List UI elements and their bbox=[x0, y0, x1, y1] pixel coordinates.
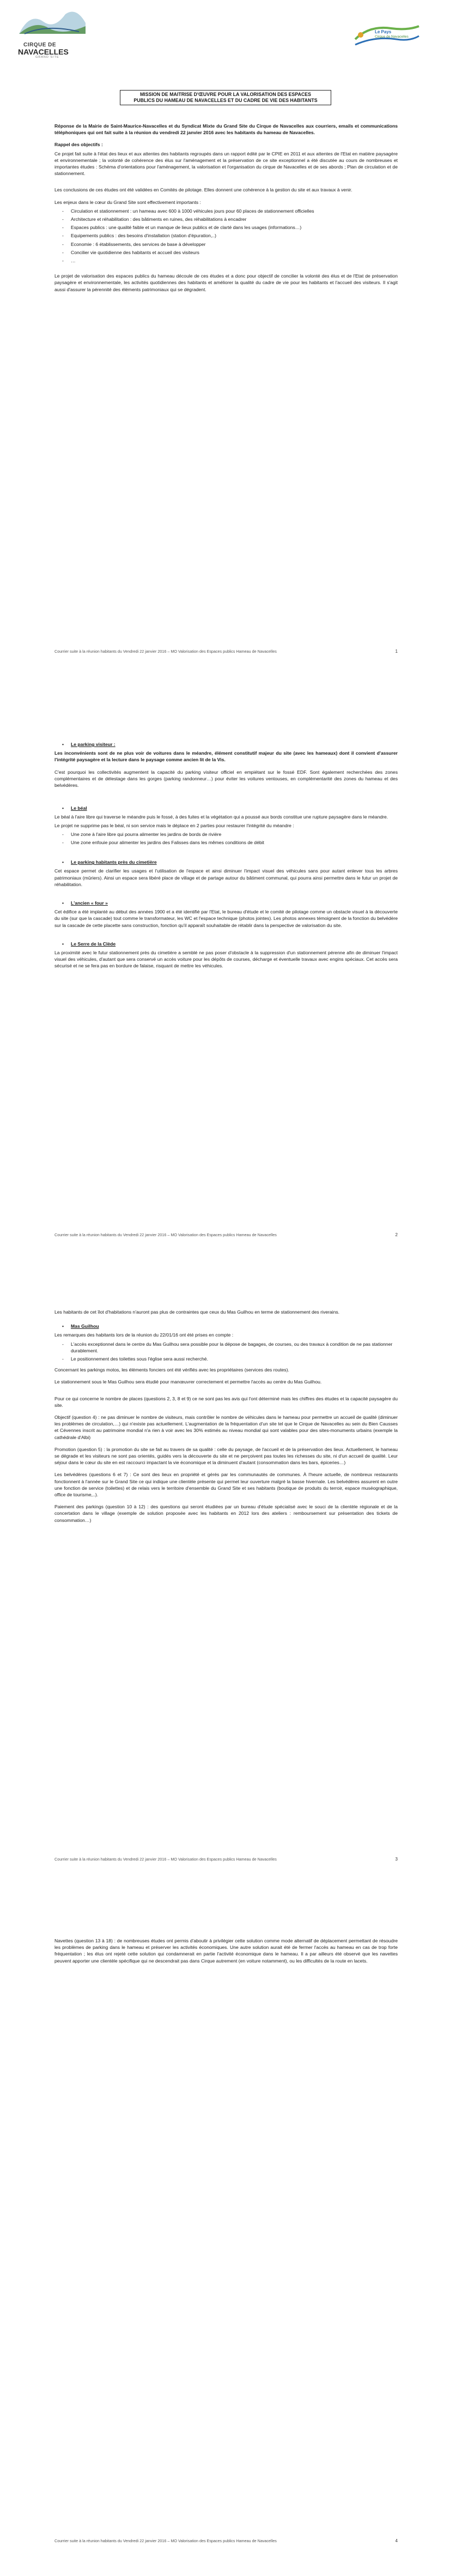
list-item: - Le positionnement des toilettes sous l'église sera aussi recherché. bbox=[54, 1356, 398, 1362]
list-item: - Espaces publics : une qualité faible et un manque de lieux publics et de clarté dans les usages (informations…) bbox=[54, 224, 398, 231]
list-item: - Architecture et réhabilitation : des bâtiments en ruines, des réhabilitations à encadrer bbox=[54, 216, 398, 222]
beal-heading: • Le béal bbox=[54, 805, 398, 811]
page-2-body bbox=[54, 733, 398, 975]
parking-visiteur-bold: Les inconvénients sont de ne plus voir de voitures dans le méandre, élément constitutif majeur du site (avec les hameaux) dont il convient d'assurer l'intégrité paysagère et la lecture dans le paysage comme ancien lit de la Vis. bbox=[54, 750, 398, 763]
pays-logo bbox=[353, 23, 421, 51]
parking-cimetiere-heading: • Le parking habitants près du cimetière bbox=[54, 859, 398, 865]
page-2 bbox=[0, 709, 450, 1279]
footer-text: Courrier suite à la réunion habitants du Vendredi 22 janvier 2016 – MO Valorisation des Espaces publics Hameau de Navacelles bbox=[54, 649, 277, 654]
page-footer bbox=[54, 649, 398, 654]
mas-text: Les remarques des habitants lors de la réunion du 22/01/16 ont été prises en compte : bbox=[54, 1332, 234, 1338]
beal-list bbox=[54, 831, 398, 846]
serre-heading: • Le Serre de la Clède bbox=[54, 941, 398, 947]
page-number: 2 bbox=[395, 1232, 398, 1237]
logo-text-line1: CIRQUE DE bbox=[23, 42, 57, 48]
rappel-paragraph: Ce projet fait suite à l'état des lieux et aux attentes des habitants regroupés dans un rapport édité par le CPIE en 2011 et aux attentes de l'Etat en matière paysagère et environnementale ; la volonté de cohérence des élus sur l'aménagement et la préservation de ce site exceptionnel a été discutée au cours de nombreuses et importantes études : Schéma d'orientations pour l'aménagement, la valorisation et l'organisation du cirque de Navacelles et de ses abords ; Plan de circulation et de stationnement. bbox=[54, 151, 398, 177]
page-1 bbox=[0, 0, 450, 703]
list-item: - L'accès exceptionnel dans le centre du Mas Guilhou sera possible pour la dépose de bagages, de courses, ou des travaux à condition de ne pas stationner durablement. bbox=[54, 1341, 398, 1354]
logo-right-line1: Le Pays bbox=[375, 29, 392, 34]
title-line-1: MISSION DE MAITRISE D'ŒUVRE POUR LA VALORISATION DES ESPACES bbox=[139, 92, 312, 97]
logo-text-line2: NAVACELLES bbox=[18, 47, 69, 56]
page-1-body bbox=[54, 123, 398, 298]
rappel-heading: Rappel des objectifs : bbox=[54, 142, 103, 148]
page-footer bbox=[54, 1232, 398, 1237]
page-3 bbox=[0, 1287, 450, 1903]
projet-paragraph: Le projet de valorisation des espaces publics du hameau découle de ces études et a donc pour objectif de concilier la volonté des élus et de l'Etat de préservation paysagère et environnementale, les activités quotidiennes des habitants et améliorer la qualité du cadre de vie pour les habitants et l'accueil des visiteurs. Il s'agit aussi d'assurer la pérennité des éléments patrimoniaux qui se dégradent. bbox=[54, 273, 398, 292]
page-4-body bbox=[54, 1937, 398, 1970]
page-footer bbox=[54, 1857, 398, 1862]
page-number: 4 bbox=[395, 2538, 398, 2543]
logo-text-line3: GRAND SITE bbox=[35, 56, 59, 59]
list-item: - Equipements publics : des besoins d'installation (station d'épuration,..) bbox=[54, 232, 398, 239]
footer-text: Courrier suite à la réunion habitants du Vendredi 22 janvier 2016 – MO Valorisation des Espaces publics Hameau de Navacelles bbox=[54, 1857, 277, 1862]
list-item: - … bbox=[54, 257, 398, 264]
cirque-navacelles-logo bbox=[14, 7, 90, 58]
mas-text-2: Concernant les parkings motos, les éléments fonciers ont été vérifiés avec les propriétaires (services des routes). bbox=[54, 1367, 289, 1373]
parking-visiteur-text: C'est pourquoi les collectivités augmentent la capacité du parking visiteur officiel en empiétant sur le fossé EDF. Sont également recherchées des zones complémentaires et de délestage dans les gorges (parking randonneur…) pour éviter les voitures ventouses, en complémentarité des zones du hameau et des belvédères. bbox=[54, 769, 398, 789]
page-number: 1 bbox=[395, 649, 398, 654]
page-footer bbox=[54, 2538, 398, 2543]
parking-cimetiere-text: Cet espace permet de clarifier les usages et l'utilisation de l'espace et ainsi diminuer l'impact visuel des véhicules sans pour autant enlever tous les arbres patrimoniaux (mûriers). Ainsi un espace sera libéré place de village et de partage autour du bâtiment communal, qui pourra ainsi permettre dans le futur un projet de réhabilitation. bbox=[54, 868, 398, 887]
footer-text: Courrier suite à la réunion habitants du Vendredi 22 janvier 2016 – MO Valorisation des Espaces publics Hameau de Navacelles bbox=[54, 2538, 277, 2543]
beal-text-2: Le projet ne supprime pas le béal, ni son service mais le déplace en 2 parties pour restaurer l'intégrité du méandre : bbox=[54, 822, 294, 828]
mas-guilhou-heading: • Mas Guilhou bbox=[54, 1323, 398, 1329]
list-item: - Concilier vie quotidienne des habitants et accueil des visiteurs bbox=[54, 249, 398, 256]
list-item: - Une zone à l'aire libre qui pourra alimenter les jardins de bords de rivière bbox=[54, 831, 398, 838]
mas-text-3: Le stationnement sous le Mas Guilhou sera étudié pour manœuvrer correctement et permettre l'accès au centre du Mas Guilhou. bbox=[54, 1379, 322, 1385]
page-3-body bbox=[54, 1309, 398, 1529]
objectif-paragraph: Objectif (question 4) : ne pas diminuer le nombre de visiteurs, mais contrôler le nombre de véhicules dans le hameau pour permettre un accueil de qualité (diminuer les problèmes de circulation,…) qui n'existe pas actuellement. L'augmentation de la fréquentation d'un site tel que le Cirque de Navacelles au sein du Bien Causses et Cévennes inscrit au patrimoine mondial n'a rien à voir avec les 30% estimés au niveau mondial qui sont valables pour des sites-monuments urbains (exemple la cathédrale d'Albi) bbox=[54, 1415, 398, 1440]
page-3-intro: Les habitants de cet îlot d'habitations n'auront pas plus de contraintes que ceux du Mas Guilhou en terme de stationnement des riverains. bbox=[54, 1309, 340, 1315]
enjeux-list bbox=[54, 208, 398, 264]
conclusions-paragraph: Les conclusions de ces études ont été validées en Comités de pilotage. Elles donnent une cohérence à la gestion du site et aux travaux à venir. bbox=[54, 187, 352, 193]
footer-text: Courrier suite à la réunion habitants du Vendredi 22 janvier 2016 – MO Valorisation des Espaces publics Hameau de Navacelles bbox=[54, 1232, 277, 1237]
navettes-paragraph: Navettes (question 13 à 18) : de nombreuses études ont permis d'aboutir à privilégier cette solution comme mode alternatif de déplacement permettant de résoudre les problèmes de parking dans le hameau et préserver les activités économiques. Une autre solution aurait été de fermer l'accès au hameau en cas de trop forte fréquentation ; les élus ont rejeté cette solution qui condamnerait en partie l'activité économique dans le hameau. Il a par ailleurs été observé que les navettes peuvent apporter une clientèle spécifique qui ne descendrait pas dans Cirque autrement (en voiture notamment), ou les difficultés de la route en lacets. bbox=[54, 1938, 398, 1964]
landscape-logo-icon bbox=[14, 7, 90, 39]
ancien-four-heading: • L'ancien « four » bbox=[54, 900, 398, 906]
list-item: - Une zone enfouie pour alimenter les jardins des Falisses dans les mêmes conditions de débit bbox=[54, 839, 398, 846]
title-line-2: PUBLICS DU HAMEAU DE NAVACELLES ET DU CADRE DE VIE DES HABITANTS bbox=[133, 98, 318, 103]
parking-visiteur-heading: • Le parking visiteur : bbox=[54, 741, 398, 748]
serre-text: La proximité avec le futur stationnement près du cimetière a semblé ne pas poser d'obstacle à la suppression d'un stationnement pérenne afin de diminuer l'impact visuel des véhicules, d'autant que sera conservé un accès voiture pour les dépôts de courses, décharge et éventuelle travaux avec engins spéciaux. Cet accès sera sécurisé et ne se fera pas en bordure de falaise, risquant de mettre les véhicules. bbox=[54, 950, 398, 969]
list-item: - Circulation et stationnement : un hameau avec 600 à 1000 véhicules jours pour 60 places de stationnement officielles bbox=[54, 208, 398, 214]
logo-right-line2: Cirque de Navacelles bbox=[375, 35, 409, 39]
beal-text-1: Le béal à l'aire libre qui traverse le méandre puis le fossé, à des fuites et la végétation qui a poussé aux bords constitue une rupture paysagère dans le méandre. bbox=[54, 814, 388, 820]
document-title bbox=[120, 90, 331, 105]
page-4 bbox=[0, 1911, 450, 2576]
promotion-paragraph: Promotion (question 5) : la promotion du site se fait au travers de sa qualité : celle du paysage, de l'accueil et de la préservation des lieux. Actuellement, le hameau se dégrade et les visiteurs ne sont pas orientés, guidés vers la découverte du site et ne perçoivent pas toutes les richesses du site, ni d'un accueil de qualité. Leur séjour dans le cœur du site en est raccourci impactant la vie économique et la diminuent d'autant (consommation dans les bars, épiceries…) bbox=[54, 1446, 398, 1466]
enjeux-intro: Les enjeux dans le cœur du Grand Site sont effectivement importants : bbox=[54, 199, 201, 205]
mas-list bbox=[54, 1341, 398, 1363]
intro-paragraph: Réponse de la Mairie de Saint-Maurice-Navacelles et du Syndicat Mixte du Grand Site du Cirque de Navacelles aux courriers, emails et communications téléphoniques qui ont fait suite à la réunion du vendredi 22 janvier 2016 avec les habitants du hameau de Navacelles. bbox=[54, 123, 398, 136]
list-item: - Economie : 6 établissements, des services de base à développer bbox=[54, 241, 398, 248]
paiement-paragraph: Paiement des parkings (question 10 à 12) : des questions qui seront étudiées par un bureau d'étude spécialisé avec le souci de la clientèle régionale et de la concertation dans le village (exemple de solution proposée avec les habitants en 2012 lors des ateliers : remboursement sur présentation des tickets de consommation…) bbox=[54, 1504, 398, 1523]
places-paragraph: Pour ce qui concerne le nombre de places (questions 2, 3, 8 et 9) ce ne sont pas les avis qui l'ont déterminé mais les chiffres des études et la capacité paysagère du site. bbox=[54, 1395, 398, 1408]
ancien-four-text: Cet édifice a été implanté au début des années 1900 et a été identifié par l'Etat, le bureau d'étude et le comité de pilotage comme un obstacle visuel à la découverte du site (sur que la cascade) tout comme le transformateur, les WC et l'espace technique (photos jointes). Les photos annexes témoignent de la fonction du belvédère sur la cascade de cette placette sans construction, fonction qu'il apparaît souhaitable de rétablir dans la perspective de valorisation du site. bbox=[54, 909, 398, 928]
page-number: 3 bbox=[395, 1857, 398, 1862]
belvederes-paragraph: Les belvédères (questions 6 et 7) : Ce sont des lieux en propriété et gérés par les communautés de communes. À l'heure actuelle, de nombreux restaurants fonctionnent à l'année sur le Grand Site ce qui indique une clientèle présente qui permet leur ouverture malgré la basse hivernale. Les belvédères assurent en outre une fonction de service (toilettes) et de relais vers le territoire d'ensemble du Grand Site et ses habitants (boutique de produits du terroir, espace muséographique, office de tourisme,..). bbox=[54, 1472, 398, 1498]
